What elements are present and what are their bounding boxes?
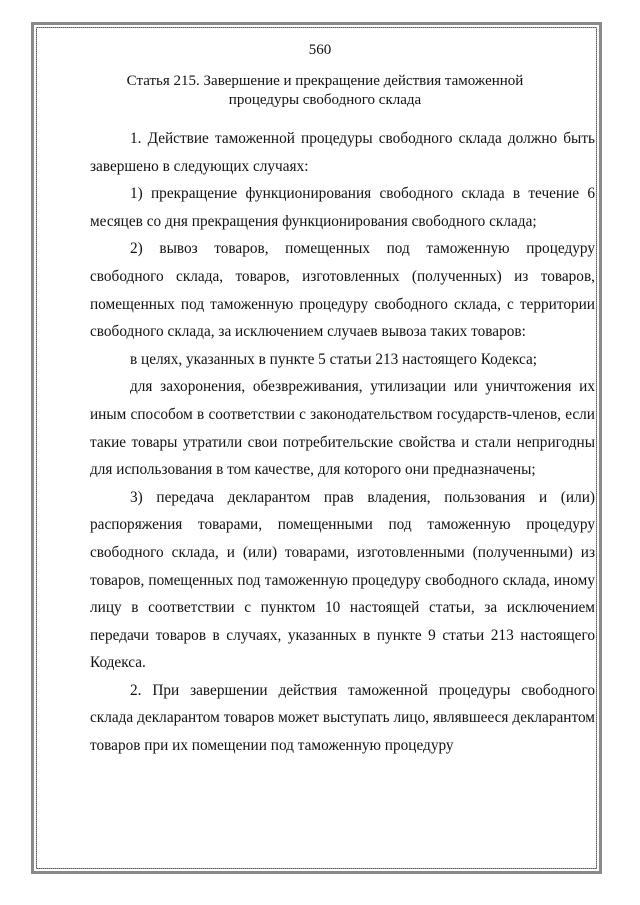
paragraph-3: 2) вывоз товаров, помещенных под таможенную процедуру свободного склада, товаров, изготовленных (полученных) из товаров, помещенных под таможенную процедуру свободного склада, с территории свободного склада, за исключением случаев вывоза таких товаров: xyxy=(90,240,595,341)
article-body xyxy=(90,125,595,760)
paragraph-2: 1) прекращение функционирования свободного склада в течение 6 месяцев со дня прекращения функционирования свободного склада; xyxy=(90,185,595,230)
paragraph-6: 3) передача декларантом прав владения, пользования и (или) распоряжения товарами, помещенными под таможенную процедуру свободного склада, и (или) товарами, изготовленными (полученными) из товаров, помещенных под таможенную процедуру свободного склада, иному лицу в соответствии с пунктом 10 настоящей статьи, за исключением передачи товаров в случаях, указанных в пункте 9 статьи 213 настоящего Кодекса. xyxy=(90,488,595,672)
page-number: 560 xyxy=(308,42,332,58)
paragraph-5: для захоронения, обезвреживания, утилизации или уничтожения их иным способом в соответствии с законодательством государств-членов, если такие товары утратили свои потребительские свойства и стали непригодны для использования в том качестве, для которого они предназначены; xyxy=(90,378,595,479)
article-heading xyxy=(90,72,560,110)
paragraph-1: 1. Действие таможенной процедуры свободного склада должно быть завершено в следующих случаях: xyxy=(90,130,595,175)
paragraph-4: в целях, указанных в пункте 5 статьи 213 настоящего Кодекса; xyxy=(130,350,538,368)
paragraph-7: 2. При завершении действия таможенной процедуры свободного склада декларантом товаров может выступать лицо, являвшееся декларантом товаров при их помещении под таможенную процедуру xyxy=(90,681,595,755)
article-heading-line-2: процедуры свободного склада xyxy=(228,92,422,108)
article-heading-line-1: Статья 215. Завершение и прекращение действия таможенной xyxy=(126,73,524,89)
